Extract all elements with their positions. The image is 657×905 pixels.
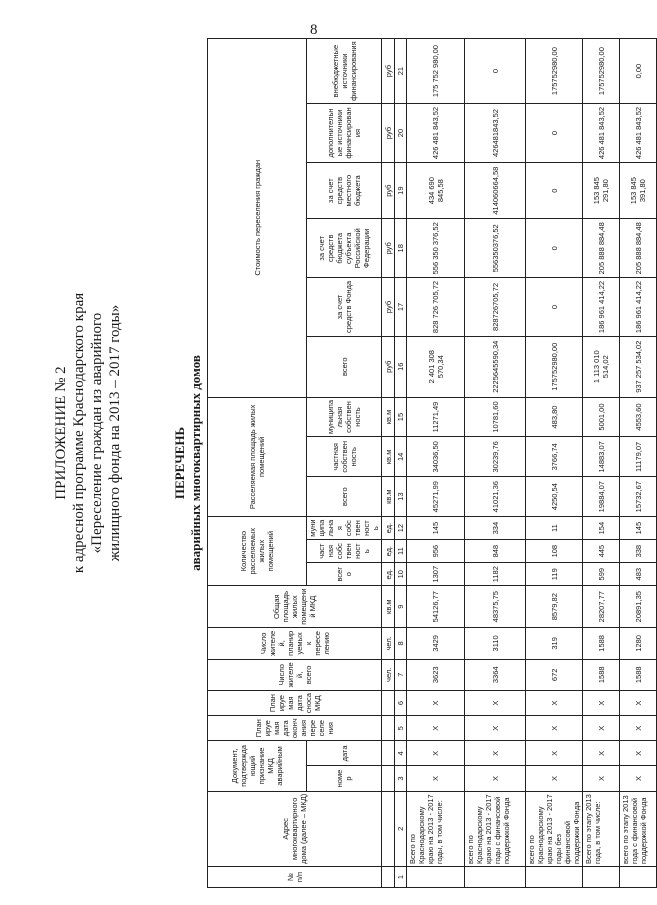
col-header-cost-fund: за счет средств Фонда [307,278,382,337]
column-number-cell: 17 [395,278,407,337]
table-cell: X [526,691,583,716]
appendix-title: ПРИЛОЖЕНИЕ № 2 [53,366,69,500]
table-cell: X [407,691,465,716]
unit-cell: кв.м [382,586,395,628]
col-header-no: № п/п [208,867,382,888]
unit-cell: руб [382,162,395,219]
col-header-document: Документ, подтверждающий признание МКД аварийным [208,741,307,791]
table-row [465,39,526,888]
col-header-cost-region: за счет средств бюджета субъекта Российской Федерации [307,219,382,278]
table-cell: 11 [526,517,583,540]
table-cell: 41021,36 [465,477,526,517]
table-cell: 0,00 [620,39,657,104]
table-cell: 119 [526,563,583,586]
col-header-rooms-municipal: муниципальная собственность [307,517,382,540]
table-cell: X [583,716,620,741]
table-cell: 4250,54 [526,477,583,517]
col-header-area-resettled: Расселяемая площадь жилых помещений [208,397,307,516]
table-cell: 0 [526,219,583,278]
unit-cell: руб [382,278,395,337]
column-number-cell: 12 [395,517,407,540]
column-number-cell: 16 [395,336,407,397]
unit-cell: ед. [382,517,395,540]
appendix-line-1: к адресной программе Краснодарского края [71,292,87,574]
table-cell: X [583,741,620,766]
page-number: 8 [310,22,318,38]
appendix-line-3: жилищного фонда на 2013 – 2017 годы» [107,304,123,562]
table-cell: 483 [620,563,657,586]
column-number-cell: 4 [395,741,407,766]
table-cell: X [620,766,657,791]
table-cell: 11271,49 [407,397,465,437]
table-cell: 45271,99 [407,477,465,517]
column-number-cell: 19 [395,162,407,219]
table-cell: 334 [465,517,526,540]
table-cell: X [465,741,526,766]
unit-cell [382,766,395,791]
col-header-cost-total: всего [307,336,382,397]
table-cell: 0 [526,278,583,337]
col-header-area-private: частная собственность [307,437,382,477]
row-name-cell: всего по Краснодарскому краю на 2013 - 2017 годы без финансовой поддержки Фонда [526,791,583,866]
table-cell: 10781,60 [465,397,526,437]
table-cell: 19884,07 [583,477,620,517]
table-cell: 153 845 391,80 [620,162,657,219]
unit-cell: ед. [382,563,395,586]
col-header-address: Адрес многоквартирного дома (далее – МКД) [208,791,382,866]
table-cell: 175752980,00 [526,39,583,104]
row-no-cell [526,867,583,888]
table-cell: 34036,50 [407,437,465,477]
row-name-cell: Всего по Краснодарскому краю на 2013 - 2017 годы, в том числе: [407,791,465,866]
table-cell: X [620,691,657,716]
table-cell: 0 [465,39,526,104]
table-cell: 3429 [407,628,465,659]
table-cell: 828726705,72 [465,278,526,337]
column-number-cell: 20 [395,104,407,163]
table-cell: 30239,76 [465,437,526,477]
table-cell: 145 [407,517,465,540]
col-header-resettlement-date: Планируемая дата окончания переселения [208,716,382,741]
table-cell: 1588 [583,659,620,690]
list-subtitle: аварийных многоквартирных домов [188,355,203,571]
table-cell: 54126,77 [407,586,465,628]
col-header-demolition-date: Планируемая дата сноса МКД [208,691,382,716]
unit-cell [382,716,395,741]
table-cell: 1588 [583,628,620,659]
table-cell: X [407,741,465,766]
table-cell: 2225645590,34 [465,336,526,397]
column-numbers-row [395,39,407,888]
table-cell: 426 481 843,52 [620,104,657,163]
column-number-cell: 15 [395,397,407,437]
table-cell: 0 [526,104,583,163]
column-number-cell: 18 [395,219,407,278]
col-header-area-municipal: муниципальная собственность [307,397,382,437]
unit-cell [382,691,395,716]
table-cell: 175 752 980,00 [407,39,465,104]
col-header-cost-local: за счет средств местного бюджета [307,162,382,219]
table-cell: X [407,716,465,741]
col-header-doc-number: номер [307,766,382,791]
table-cell: 175752980,00 [583,39,620,104]
table-cell: X [526,766,583,791]
table-cell: 556 350 376,52 [407,219,465,278]
table-cell: 338 [620,540,657,563]
row-no-cell [583,867,620,888]
column-number-cell: 8 [395,628,407,659]
table-cell: 1280 [620,628,657,659]
table-cell: 414060664,58 [465,162,526,219]
col-header-cost-additional: дополнительные источники финансирования [307,104,382,163]
table-cell: 937 257 534,02 [620,336,657,397]
table-cell: 956 [407,540,465,563]
units-row [382,39,395,888]
table-cell: 8579,82 [526,586,583,628]
table-cell: 1307 [407,563,465,586]
table-cell: 15732,67 [620,477,657,517]
table-cell: X [407,766,465,791]
unit-cell [382,867,395,888]
table-cell: 3766,74 [526,437,583,477]
column-number-cell: 2 [395,791,407,866]
unit-cell: чел. [382,628,395,659]
column-number-cell: 3 [395,766,407,791]
column-number-cell: 1 [395,867,407,888]
col-header-rooms-private: частная собственность [307,540,382,563]
table-cell: 672 [526,659,583,690]
col-header-total-area: Общая площадь жилых помещений МКД [208,586,382,628]
table-cell: X [583,766,620,791]
table-cell: 0 [526,162,583,219]
table-row [620,39,657,888]
table-cell: 1 113 010 514,02 [583,336,620,397]
table-cell: 3110 [465,628,526,659]
col-header-cost-extra: внебюджетные источники финансирования [307,39,382,104]
col-header-rooms-total: всего [307,563,382,586]
column-number-cell: 7 [395,659,407,690]
table-cell: 145 [620,517,657,540]
col-header-area-total: всего [307,477,382,517]
table-cell: 445 [583,540,620,563]
table-cell: X [583,691,620,716]
table-cell: X [620,716,657,741]
table-cell: 186 961 414,22 [620,278,657,337]
table-cell: 1182 [465,563,526,586]
column-number-cell: 10 [395,563,407,586]
table-cell: 48375,75 [465,586,526,628]
col-header-residents-total: Число жителей, всего [208,659,382,690]
column-number-cell: 13 [395,477,407,517]
table-cell: X [465,766,526,791]
table-cell: X [465,716,526,741]
table-row [526,39,583,888]
table-cell: 20891,35 [620,586,657,628]
table-row [583,39,620,888]
table-cell: X [526,716,583,741]
row-no-cell [465,867,526,888]
unit-cell [382,741,395,766]
column-number-cell: 11 [395,540,407,563]
column-number-cell: 14 [395,437,407,477]
row-no-cell [407,867,465,888]
table-cell: 556350376,52 [465,219,526,278]
table-cell: 4553,60 [620,397,657,437]
table-cell: 426 481 843,52 [583,104,620,163]
table-cell: 426 481 843,52 [407,104,465,163]
table-cell: 1588 [620,659,657,690]
table-cell: 153 845 291,80 [583,162,620,219]
table-cell: 14883,07 [583,437,620,477]
table-cell: 3364 [465,659,526,690]
table-cell: 828 726 705,72 [407,278,465,337]
unit-cell: руб [382,219,395,278]
column-number-cell: 9 [395,586,407,628]
col-header-doc-date: дата [307,741,382,766]
table-cell: 28207,77 [583,586,620,628]
table-cell: X [465,691,526,716]
appendix-line-2: «Переселение граждан из аварийного [89,312,105,554]
column-number-cell: 21 [395,39,407,104]
table-cell: 319 [526,628,583,659]
unit-cell [382,791,395,866]
table-cell: 2 401 308 570,34 [407,336,465,397]
table-cell: X [526,741,583,766]
unit-cell: чел. [382,659,395,690]
row-no-cell [620,867,657,888]
column-number-cell: 6 [395,691,407,716]
unit-cell: кв.м [382,437,395,477]
column-number-cell: 5 [395,716,407,741]
unit-cell: ед. [382,540,395,563]
unit-cell: руб [382,39,395,104]
row-name-cell: всего по Краснодарскому краю на 2013 - 2017 годы с финансовой поддержкой Фонда [465,791,526,866]
col-header-rooms-count: Количество расселяемых жилых помещений [208,517,307,586]
row-name-cell: всего по этапу 2013 года с финансовой поддержкой Фонда [620,791,657,866]
table-cell: 175752980,00 [526,336,583,397]
table-cell: 154 [583,517,620,540]
col-header-cost: Стоимость переселения граждан [208,39,307,398]
list-title: ПЕРЕЧЕНЬ [172,426,187,500]
unit-cell: руб [382,104,395,163]
appendix-header [52,73,124,793]
table-cell: 848 [465,540,526,563]
table-cell: 483,80 [526,397,583,437]
unit-cell: кв.м [382,397,395,437]
row-name-cell: Всего по этапу 2013 года, в том числе: [583,791,620,866]
table-cell: 599 [583,563,620,586]
table-cell: 426481843,52 [465,104,526,163]
unit-cell: руб [382,336,395,397]
col-header-residents-planned: Число жителей, планируемых к переселению [208,628,382,659]
table-cell: 434 690 845,58 [407,162,465,219]
table-cell: X [620,741,657,766]
rotated-page-content [52,38,648,888]
table-cell: 5001,00 [583,397,620,437]
table-cell: 3623 [407,659,465,690]
table-cell: 205 888 884,48 [583,219,620,278]
table-row [407,39,465,888]
table-cell: 11179,07 [620,437,657,477]
table-cell: 108 [526,540,583,563]
table-cell: 205 888 884,48 [620,219,657,278]
table-cell: 186 961 414,22 [583,278,620,337]
houses-table [207,38,657,888]
unit-cell: кв.м [382,477,395,517]
list-heading [172,38,204,888]
